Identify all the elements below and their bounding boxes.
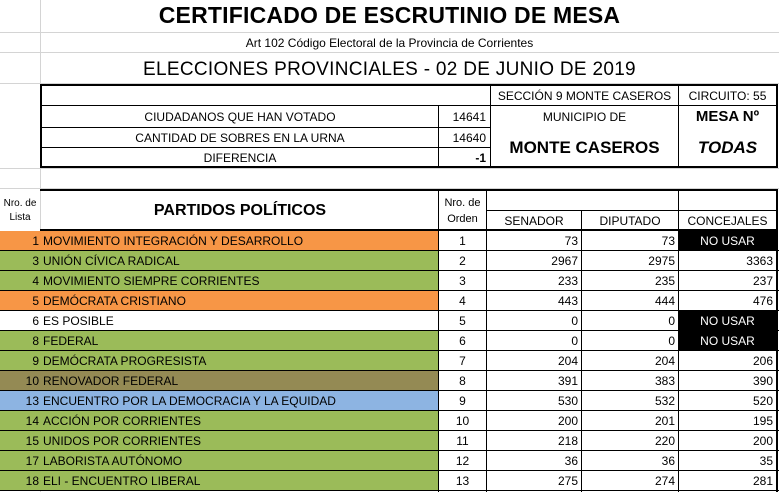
orden-number: 2 — [439, 251, 486, 271]
ciudadanos-label: CIUDADANOS QUE HAN VOTADO — [144, 110, 336, 124]
table-row — [0, 271, 779, 291]
orden-number: 11 — [439, 431, 486, 451]
sobres-label: CANTIDAD DE SOBRES EN LA URNA — [135, 131, 345, 145]
diputado-votes: 274 — [582, 471, 678, 491]
table-row — [0, 291, 779, 311]
table-row — [0, 431, 779, 451]
lista-number: 13 — [0, 391, 41, 411]
page-title: CERTIFICADO DE ESCRUTINIO DE MESA — [158, 2, 621, 28]
lista-number: 1 — [0, 231, 41, 251]
lista-number: 10 — [0, 371, 41, 391]
info-line — [40, 147, 491, 148]
party-name: RENOVADOR FEDERAL — [41, 371, 438, 391]
municipio-label: MUNICIPIO DE — [542, 110, 627, 124]
concejales-votes: 281 — [679, 471, 776, 491]
concejales-votes: 200 — [679, 431, 776, 451]
diputado-votes: 220 — [582, 431, 678, 451]
sobres-value: 14640 — [452, 131, 486, 145]
col-lista-header — [0, 197, 40, 225]
senador-votes: 443 — [487, 291, 581, 311]
orden-number: 10 — [439, 411, 486, 431]
mesa-label: MESA Nº — [695, 108, 760, 125]
page-subtitle: Art 102 Código Electoral de la Provincia de Corrientes — [245, 36, 534, 50]
diferencia-value: -1 — [475, 151, 486, 165]
lista-number: 6 — [0, 311, 41, 331]
diputado-votes: 201 — [582, 411, 678, 431]
diputado-votes: 73 — [582, 231, 678, 251]
info-line — [40, 105, 778, 106]
diputado-votes: 2975 — [582, 251, 678, 271]
circuito-label: CIRCUITO: 55 — [688, 89, 767, 103]
party-name: MOVIMIENTO INTEGRACIÓN Y DESARROLLO — [41, 231, 438, 251]
table-row — [0, 391, 779, 411]
senador-votes: 530 — [487, 391, 581, 411]
concejales-votes: 35 — [679, 451, 776, 471]
lista-number: 8 — [0, 331, 41, 351]
senador-votes: 36 — [487, 451, 581, 471]
table-row — [0, 451, 779, 471]
concejales-votes: NO USAR — [679, 331, 776, 351]
party-name: LABORISTA AUTÓNOMO — [41, 451, 438, 471]
elections-heading: ELECCIONES PROVINCIALES - 02 DE JUNIO DE 2019 — [143, 59, 636, 80]
info-border-top — [40, 84, 778, 86]
col-lista-header-text: Nro. de Lista — [3, 198, 37, 223]
orden-number: 1 — [439, 231, 486, 251]
table-header-line — [486, 210, 778, 211]
lista-number: 18 — [0, 471, 41, 491]
party-name: DEMÓCRATA PROGRESISTA — [41, 351, 438, 371]
party-name: UNIDOS POR CORRIENTES — [41, 431, 438, 451]
orden-number: 13 — [439, 471, 486, 491]
party-name: ELI - ENCUENTRO LIBERAL — [41, 471, 438, 491]
orden-number: 8 — [439, 371, 486, 391]
col-orden-header-text: Nro. de Orden — [444, 197, 481, 225]
orden-number: 7 — [439, 351, 486, 371]
diputado-votes: 235 — [582, 271, 678, 291]
concejales-votes: 3363 — [679, 251, 776, 271]
senador-votes: 2967 — [487, 251, 581, 271]
gridline — [0, 32, 779, 33]
info-line — [40, 127, 491, 128]
table-row — [0, 251, 779, 271]
party-name: FEDERAL — [41, 331, 438, 351]
diputado-votes: 383 — [582, 371, 678, 391]
col-diputado-header: DIPUTADO — [599, 214, 661, 228]
senador-votes: 391 — [487, 371, 581, 391]
diputado-votes: 204 — [582, 351, 678, 371]
orden-number: 9 — [439, 391, 486, 411]
col-concejales-header: CONCEJALES — [687, 214, 768, 228]
diputado-votes: 0 — [582, 311, 678, 331]
orden-number: 6 — [439, 331, 486, 351]
concejales-votes: 237 — [679, 271, 776, 291]
party-name: ACCIÓN POR CORRIENTES — [41, 411, 438, 431]
table-row — [0, 371, 779, 391]
diputado-votes: 532 — [582, 391, 678, 411]
orden-number: 12 — [439, 451, 486, 471]
lista-number: 5 — [0, 291, 41, 311]
concejales-votes: 195 — [679, 411, 776, 431]
senador-votes: 233 — [487, 271, 581, 291]
concejales-votes: NO USAR — [679, 311, 776, 331]
col-senador-header: SENADOR — [504, 214, 564, 228]
lista-number: 15 — [0, 431, 41, 451]
table-vline — [486, 189, 487, 492]
senador-votes: 0 — [487, 331, 581, 351]
table-row — [0, 331, 779, 351]
col-orden-header — [439, 195, 486, 227]
table-border-top — [40, 189, 778, 191]
senador-votes: 218 — [487, 431, 581, 451]
senador-votes: 200 — [487, 411, 581, 431]
concejales-votes: 390 — [679, 371, 776, 391]
orden-number: 5 — [439, 311, 486, 331]
lista-number: 17 — [0, 451, 41, 471]
table-vline — [581, 210, 582, 492]
table-row — [0, 351, 779, 371]
table-row — [0, 231, 779, 251]
row-separator — [0, 490, 779, 491]
party-name: DEMÓCRATA CRISTIANO — [41, 291, 438, 311]
concejales-votes: 520 — [679, 391, 776, 411]
concejales-votes: 206 — [679, 351, 776, 371]
senador-votes: 0 — [487, 311, 581, 331]
lista-number: 4 — [0, 271, 41, 291]
lista-number: 3 — [0, 251, 41, 271]
gridline — [0, 52, 779, 53]
table-vline — [678, 189, 679, 492]
diputado-votes: 36 — [582, 451, 678, 471]
concejales-votes: 476 — [679, 291, 776, 311]
party-name: ENCUENTRO POR LA DEMOCRACIA Y LA EQUIDAD — [41, 391, 438, 411]
table-vline — [438, 189, 439, 492]
concejales-votes: NO USAR — [679, 231, 776, 251]
orden-number: 4 — [439, 291, 486, 311]
col-partidos-header: PARTIDOS POLÍTICOS — [153, 202, 327, 219]
mesa-value: TODAS — [697, 138, 758, 157]
table-row — [0, 471, 779, 491]
info-border-right — [776, 84, 778, 168]
gridline — [0, 168, 779, 169]
senador-votes: 73 — [487, 231, 581, 251]
senador-votes: 275 — [487, 471, 581, 491]
info-border-bottom — [40, 166, 778, 168]
party-name: MOVIMIENTO SIEMPRE CORRIENTES — [41, 271, 438, 291]
lista-number: 14 — [0, 411, 41, 431]
ciudadanos-value: 14641 — [452, 110, 486, 124]
orden-number: 3 — [439, 271, 486, 291]
diputado-votes: 444 — [582, 291, 678, 311]
senador-votes: 204 — [487, 351, 581, 371]
party-name: ES POSIBLE — [41, 311, 438, 331]
municipio-value: MONTE CASEROS — [509, 138, 660, 157]
diferencia-label: DIFERENCIA — [203, 151, 277, 165]
diputado-votes: 0 — [582, 331, 678, 351]
table-row — [0, 311, 779, 331]
party-name: UNIÓN CÍVICA RADICAL — [41, 251, 438, 271]
seccion-label: SECCIÓN 9 MONTE CASEROS — [497, 89, 672, 103]
table-row — [0, 411, 779, 431]
lista-number: 9 — [0, 351, 41, 371]
